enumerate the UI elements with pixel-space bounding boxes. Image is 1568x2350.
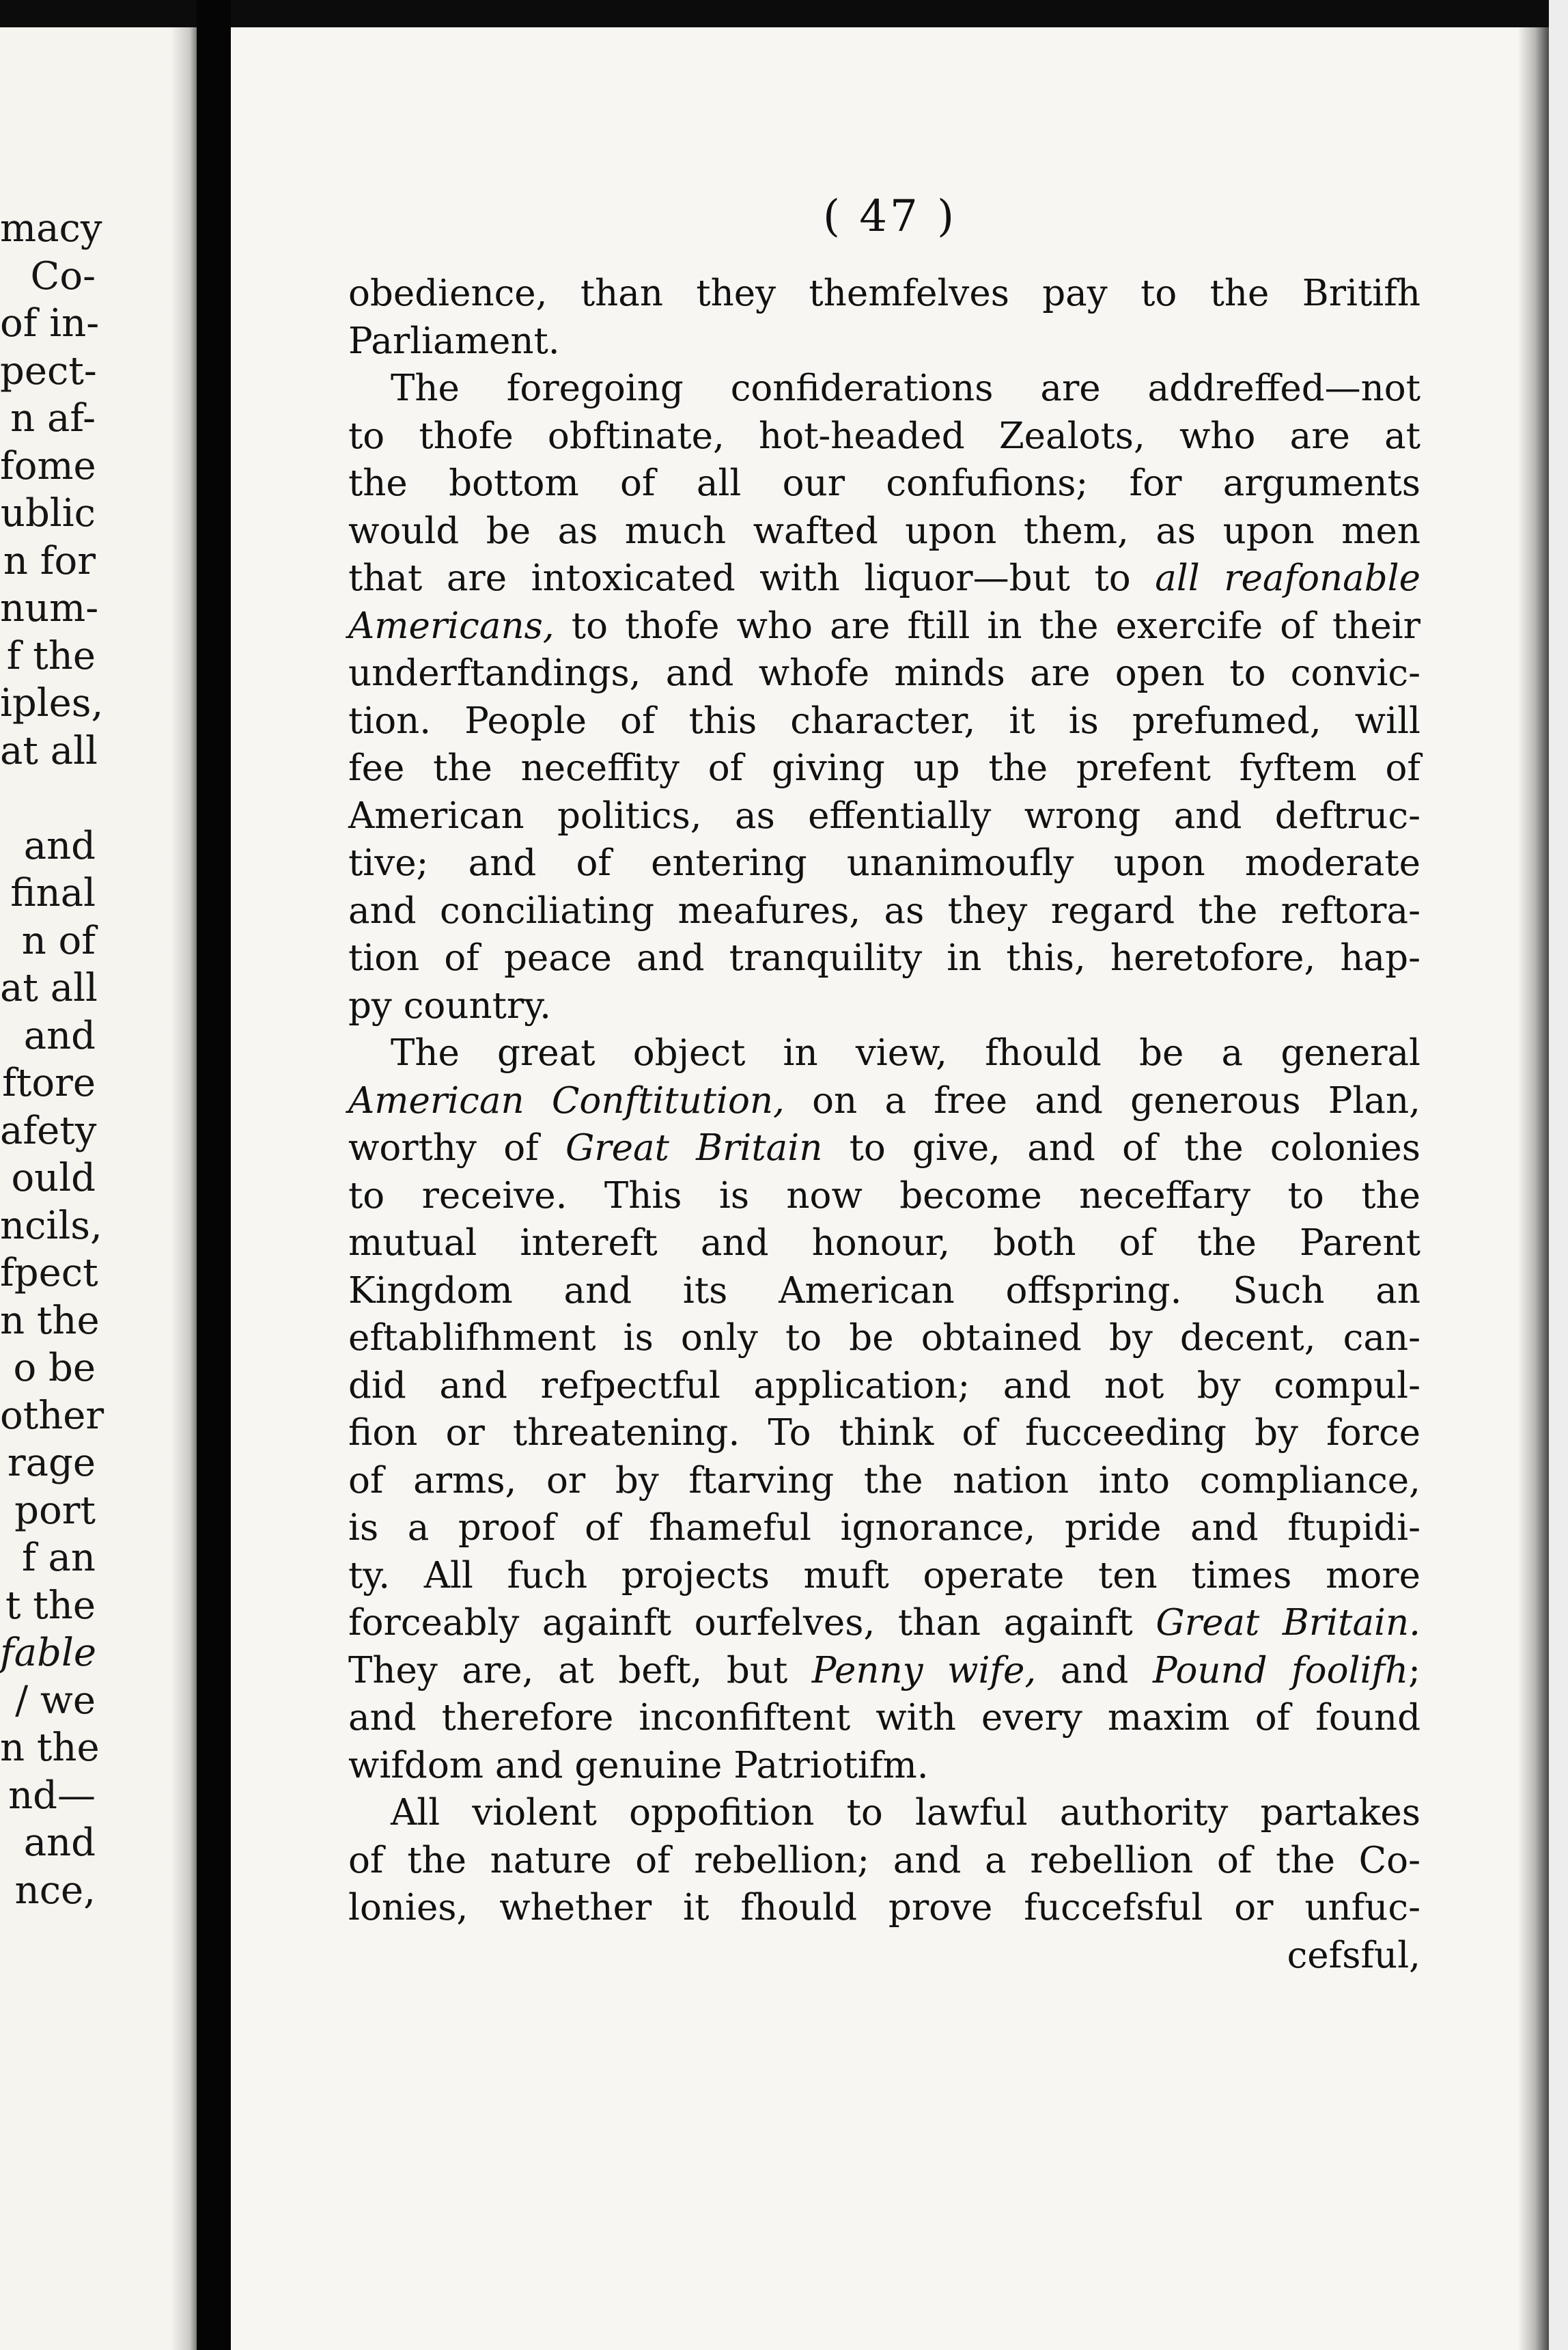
text-line <box>348 1172 1420 1220</box>
text-segment: worthy of <box>348 1127 565 1169</box>
left-page-line-end: rage <box>7 1441 96 1485</box>
text-line <box>348 697 1420 745</box>
italic-text-segment: American Conftitution, <box>348 1079 785 1122</box>
text-line <box>348 982 1420 1030</box>
left-page-line-end: final <box>10 871 96 915</box>
text-segment: to give, and of the colonies <box>822 1127 1420 1169</box>
text-line <box>348 792 1420 840</box>
text-segment: obedience, than they themfelves pay to the Britifh <box>348 273 1420 314</box>
text-segment: to thofe who are ftill in the exercife of their <box>554 605 1420 647</box>
catchword: cefsful, <box>1287 1934 1420 1976</box>
left-page-line-end: nd— <box>8 1773 96 1818</box>
text-line <box>348 650 1420 697</box>
text-line <box>348 1124 1420 1172</box>
left-page-line-end: fome <box>0 443 96 488</box>
text-segment: They are, at beft, but <box>348 1649 812 1691</box>
text-segment: Parliament. <box>348 320 560 362</box>
left-page-line-end: ftore <box>2 1061 96 1105</box>
text-line <box>348 1409 1420 1457</box>
left-page-line-end: / we <box>15 1678 96 1723</box>
italic-text-segment: Penny wife, <box>811 1649 1037 1691</box>
text-line <box>348 1267 1420 1315</box>
text-segment: that are intoxicated with liquor—but to <box>348 557 1156 599</box>
text-segment: tion of peace and tranquility in this, heretofore, hap- <box>348 937 1420 979</box>
text-line <box>348 840 1420 887</box>
left-page-line-end: port <box>14 1488 96 1533</box>
left-page-line-end: n of <box>21 918 96 963</box>
left-page-line-end: of in- <box>0 301 100 346</box>
text-segment: American politics, as effentially wrong and deftruc- <box>348 794 1420 837</box>
italic-text-segment: Great Britain <box>565 1127 823 1169</box>
text-line <box>348 1077 1420 1125</box>
left-page-line-end: iples, <box>0 681 104 725</box>
left-page-line-end: ublic <box>0 491 96 536</box>
main-page <box>231 27 1549 2350</box>
left-page-line-end: afety <box>0 1108 97 1153</box>
text-line <box>348 1219 1420 1267</box>
left-page-line-end: fable <box>0 1631 97 1675</box>
text-line <box>348 1884 1420 1932</box>
text-line <box>348 1789 1420 1837</box>
left-page-line-end: nce, <box>14 1868 96 1913</box>
text-segment: All violent oppofition to lawful authority partakes <box>391 1792 1420 1834</box>
text-line <box>348 365 1420 413</box>
text-segment: underftandings, and whofe minds are open to convic- <box>348 652 1420 694</box>
text-segment: forceably againft ourfelves, than againft <box>348 1602 1156 1644</box>
left-page-line-end: n af- <box>10 396 96 441</box>
italic-text-segment: all reafonable <box>1155 557 1420 599</box>
text-segment: on a free and generous Plan, <box>784 1079 1420 1122</box>
text-line <box>348 1504 1420 1552</box>
text-segment: The foregoing confiderations are addreffed—not <box>391 368 1420 409</box>
left-page-line-end: at all <box>0 966 98 1010</box>
text-segment: tive; and of entering unanimoufly upon moderate <box>348 842 1420 884</box>
left-page-line-end: t the <box>5 1583 96 1628</box>
text-segment: would be as much wafted upon them, as upon men <box>348 510 1420 552</box>
left-page-line-end: n the <box>0 1298 100 1343</box>
left-page-line-end: fpect <box>0 1251 98 1295</box>
text-line <box>348 935 1420 982</box>
text-segment: Kingdom and its American offspring. Such an <box>348 1269 1420 1312</box>
text-line <box>348 508 1420 555</box>
text-segment: the bottom of all our confufions; for arguments <box>348 462 1420 504</box>
left-page-line-end: n the <box>0 1726 100 1770</box>
text-segment: fee the neceffity of giving up the prefent fyftem of <box>348 747 1420 789</box>
left-page-fold-shadow <box>171 27 198 2350</box>
left-page-line-end: ould <box>11 1156 96 1200</box>
text-line <box>348 460 1420 508</box>
main-page-edge-shadow <box>1517 27 1549 2350</box>
text-line <box>348 1314 1420 1362</box>
left-page-line-end: f an <box>22 1536 96 1580</box>
text-line <box>348 1362 1420 1410</box>
text-line <box>348 887 1420 935</box>
left-page-line-end: ncils, <box>0 1203 102 1248</box>
left-page-line-end: and <box>23 1821 96 1865</box>
text-line <box>348 555 1420 603</box>
left-page-line-end: and <box>23 823 96 868</box>
text-segment: and conciliating meafures, as they regard the reftora- <box>348 889 1420 932</box>
left-page-line-end: n for <box>3 538 96 583</box>
left-page-line-end: num- <box>0 586 99 631</box>
page-number: ( 47 ) <box>822 191 957 242</box>
text-line <box>348 1837 1420 1885</box>
text-segment: tion. People of this character, it is prefumed, will <box>348 700 1420 742</box>
left-page-line-end: o be <box>13 1346 96 1390</box>
text-segment: to thofe obftinate, hot-headed Zealots, who are at <box>348 415 1420 457</box>
book-gutter <box>197 0 231 2350</box>
text-line <box>348 318 1420 365</box>
text-segment: The great object in view, fhould be a general <box>391 1032 1420 1074</box>
text-line <box>348 1552 1420 1600</box>
left-page-line-end: macy <box>0 206 102 251</box>
text-line <box>348 1599 1420 1647</box>
right-margin-strip <box>1549 0 1568 2350</box>
text-line <box>348 1694 1420 1742</box>
page-body-text <box>348 270 1420 1979</box>
left-page-line-end: and <box>23 1013 96 1058</box>
text-line <box>348 1647 1420 1695</box>
left-page-line-end: f the <box>6 633 96 678</box>
italic-text-segment: Pound foolifh <box>1152 1649 1409 1691</box>
text-segment: of arms, or by ftarving the nation into compliance, <box>348 1459 1420 1502</box>
text-line <box>348 270 1420 318</box>
text-segment: mutual intereft and honour, both of the Parent <box>348 1222 1420 1264</box>
text-segment: of the nature of rebellion; and a rebellion of the Co- <box>348 1839 1420 1881</box>
text-segment: ty. All fuch projects muft operate ten times more <box>348 1554 1420 1596</box>
text-segment: lonies, whether it fhould prove fuccefsful or unfuc- <box>348 1887 1420 1929</box>
text-segment: fion or threatening. To think of fucceeding by force <box>348 1412 1420 1454</box>
text-segment: to receive. This is now become neceffary to the <box>348 1174 1420 1217</box>
text-segment: wifdom and genuine Patriotifm. <box>348 1744 929 1786</box>
text-segment: and therefore inconfiftent with every maxim of found <box>348 1697 1420 1739</box>
left-page-line-end <box>0 775 96 822</box>
left-page-line-ends <box>0 205 104 1914</box>
text-segment: eftablifhment is only to be obtained by decent, can- <box>348 1317 1420 1359</box>
left-page-line-end: Co- <box>30 253 96 299</box>
italic-text-segment: Great Britain. <box>1156 1602 1420 1644</box>
text-line <box>348 1029 1420 1077</box>
text-line <box>348 745 1420 792</box>
text-line <box>348 603 1420 650</box>
left-page-line-end: pect- <box>0 348 97 393</box>
text-line <box>348 413 1420 460</box>
italic-text-segment: Americans, <box>348 605 555 647</box>
left-page-line-end: at all <box>0 728 98 773</box>
text-line <box>348 1457 1420 1505</box>
left-page-line-end: other <box>0 1393 104 1438</box>
text-segment: is a proof of fhameful ignorance, pride and ftupidi- <box>348 1507 1420 1549</box>
text-segment: ; <box>1408 1649 1420 1691</box>
text-segment: did and refpectful application; and not by compul- <box>348 1364 1420 1407</box>
text-segment: and <box>1036 1649 1153 1691</box>
text-segment: py country. <box>348 984 551 1027</box>
text-line <box>348 1742 1420 1790</box>
